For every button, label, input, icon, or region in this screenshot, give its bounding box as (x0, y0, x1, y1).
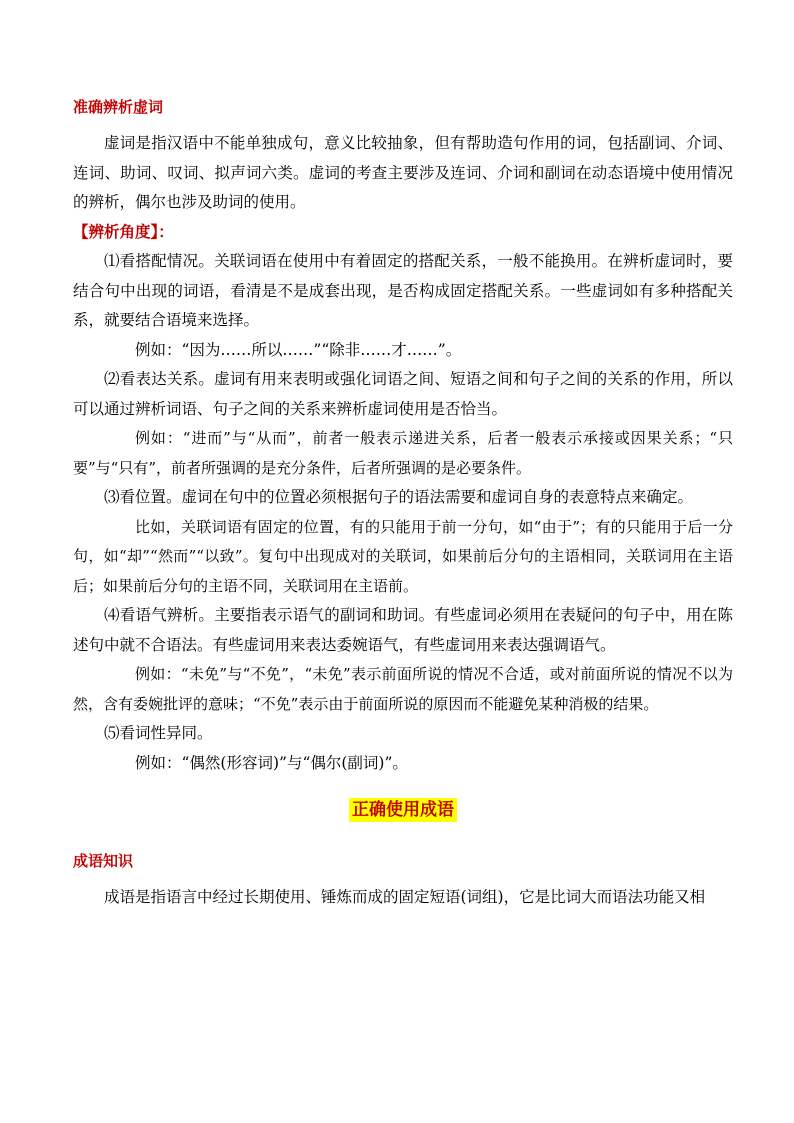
point-4-text: ⑷看语气辨析。主要指表示语气的副词和助词。有些虚词必须用在表疑问的句子中，用在陈述句中就不合语法。有些虚词用来表达委婉语气，有些虚词用来表达强调语气。 (73, 606, 733, 654)
section-title-function-words: 准确辨析虚词 (73, 98, 164, 116)
point-1-text: ⑴看搭配情况。关联词语在使用中有着固定的搭配关系，一般不能换用。在辨析虚词时，要结合句中出现的词语，看清是不是成套出现，是否构成固定搭配关系。一些虚词如有多种搭配关系，就要结合语境来选择。 (73, 252, 733, 329)
point-2-text: ⑵看表达关系。虚词有用来表明或强化词语之间、短语之间和句子之间的关系的作用，所以可以通过辨析词语、句子之间的关系来辨析虚词使用是否恰当。 (73, 370, 733, 418)
point-5-example: 例如：“偶然(形容词)”与“偶尔(副词)”。 (135, 753, 408, 772)
section-title-idiom-knowledge: 成语知识 (73, 852, 134, 870)
point-3-example: 比如，关联词语有固定的位置，有的只能用于前一分句，如“由于”；有的只能用于后一分句，如“却”“然而”“以致”。复句中出现成对的关联词，如果前后分句的主语相同，关联词用在主语后；如果前后分句的主语不同，关联词用在主语前。 (73, 517, 733, 595)
point-1-example: 例如：“因为……所以……”“除非……才……”。 (135, 340, 462, 359)
point-5-text: ⑸看词性异同。 (104, 724, 213, 742)
angle-label: 【辨析角度】： (73, 222, 174, 241)
point-3-text: ⑶看位置。虚词在句中的位置必须根据句子的语法需要和虚词自身的表意特点来确定。 (104, 488, 694, 506)
idiom-intro-paragraph: 成语是指语言中经过长期使用、锤炼而成的固定短语(词组)，它是比词大而语法功能又相 (104, 888, 706, 906)
point-2-example: 例如：“进而”与“从而”，前者一般表示递进关系，后者一般表示承接或因果关系；“只要”与“只有”，前者所强调的是充分条件，后者所强调的是必要条件。 (73, 429, 733, 477)
center-heading-idioms: 正确使用成语 (349, 798, 457, 822)
intro-paragraph: 虚词是指汉语中不能单独成句，意义比较抽象，但有帮助造句作用的词，包括副词、介词、连词、助词、叹词、拟声词六类。虚词的考查主要涉及连词、介词和副词在动态语境中使用情况的辨析，偶尔也涉及助词的使用。 (73, 134, 733, 211)
document-page (73, 96, 733, 913)
center-heading-wrap (73, 798, 733, 822)
point-4-example: 例如：“未免”与“不免”，“未免”表示前面所说的情况不合适，或对前面所说的情况不以为然，含有委婉批评的意味；“不免”表示由于前面所说的原因而不能避免某种消极的结果。 (73, 665, 733, 713)
